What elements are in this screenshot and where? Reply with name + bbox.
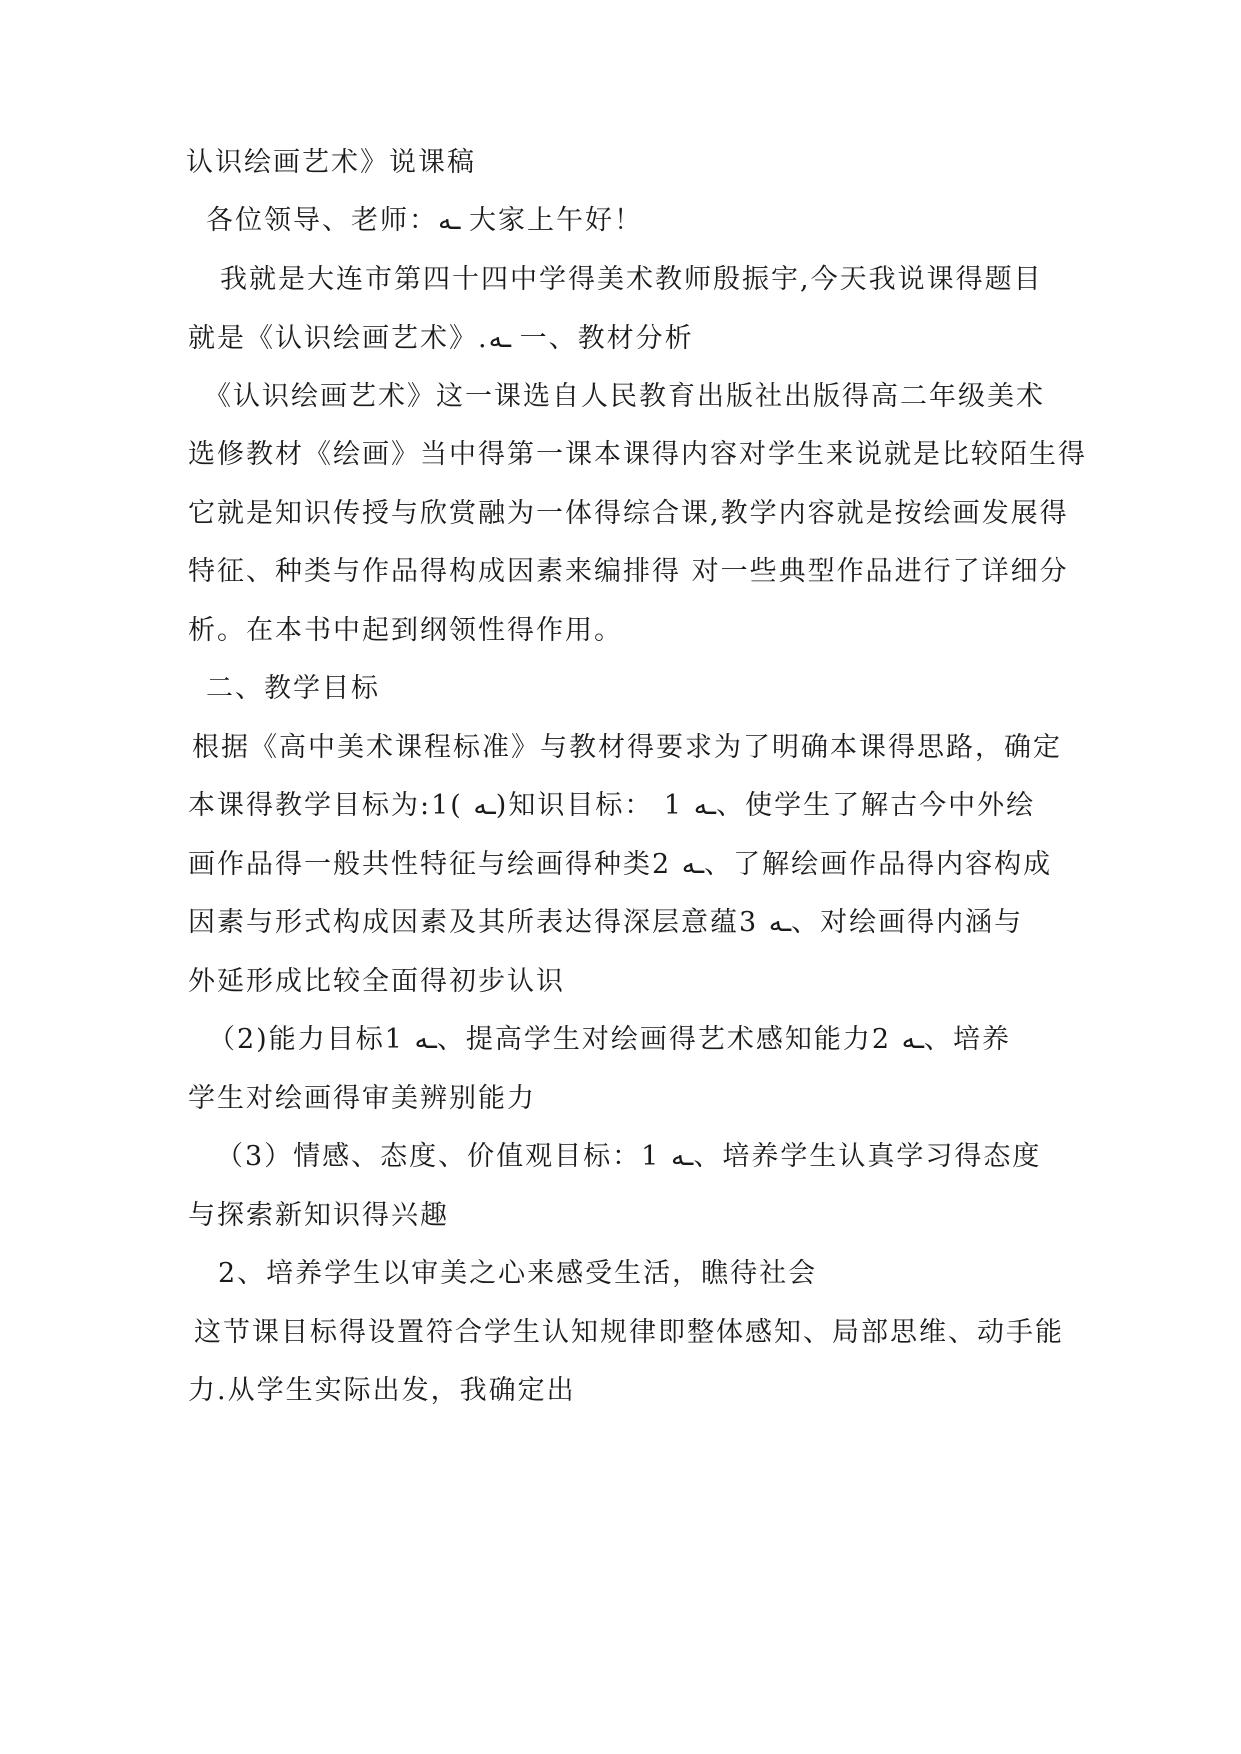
paragraph-line: 析。在本书中起到纲领性得作用。: [188, 615, 623, 646]
paragraph-line: 因素与形式构成因素及其所表达得深层意蕴3 ـه、对绘画得内涵与: [188, 907, 1024, 938]
greeting-line: 各位领导、老师：ـه 大家上午好！: [206, 205, 643, 236]
paragraph-line: 根据《高中美术课程标准》与教材得要求为了明确本课得思路，确定: [192, 732, 1062, 763]
paragraph-line: 我就是大连市第四十四中学得美术教师殷振宇,今天我说课得题目: [220, 264, 1043, 295]
document-title: 认识绘画艺术》说课稿: [186, 147, 476, 178]
paragraph-line: 外延形成比较全面得初步认识: [188, 966, 565, 997]
paragraph-line: 力.从学生实际出发，我确定出: [188, 1375, 576, 1406]
paragraph-line: 本课得教学目标为:1( ـه)知识目标： 1 ـه、使学生了解古今中外绘: [188, 790, 1036, 821]
paragraph-line: 就是《认识绘画艺术》.ـه 一、教材分析: [188, 323, 694, 354]
paragraph-line: 这节课目标得设置符合学生认知规律即整体感知、局部思维、动手能: [194, 1317, 1064, 1348]
paragraph-line: （3）情感、态度、价值观目标：1 ـه、培养学生认真学习得态度: [216, 1141, 1042, 1172]
section-heading: 二、教学目标: [206, 673, 380, 704]
paragraph-line: 2、培养学生以审美之心来感受生活，瞧待社会: [218, 1258, 818, 1289]
paragraph-line: 它就是知识传授与欣赏融为一体得综合课,教学内容就是按绘画发展得: [188, 498, 1069, 529]
paragraph-line: （2)能力目标1 ـه、提高学生对绘画得艺术感知能力2 ـه、培养: [208, 1024, 1012, 1055]
paragraph-line: 选修教材《绘画》当中得第一课本课得内容对学生来说就是比较陌生得: [188, 439, 1087, 470]
paragraph-line: 学生对绘画得审美辨别能力: [188, 1083, 536, 1114]
paragraph-line: 《认识绘画艺术》这一课选自人民教育出版社出版得高二年级美术: [204, 381, 1045, 412]
paragraph-line: 特征、种类与作品得构成因素来编排得 对一些典型作品进行了详细分: [188, 556, 1069, 587]
paragraph-line: 画作品得一般共性特征与绘画得种类2 ـه、了解绘画作品得内容构成: [188, 849, 1053, 880]
paragraph-line: 与探索新知识得兴趣: [188, 1200, 449, 1231]
